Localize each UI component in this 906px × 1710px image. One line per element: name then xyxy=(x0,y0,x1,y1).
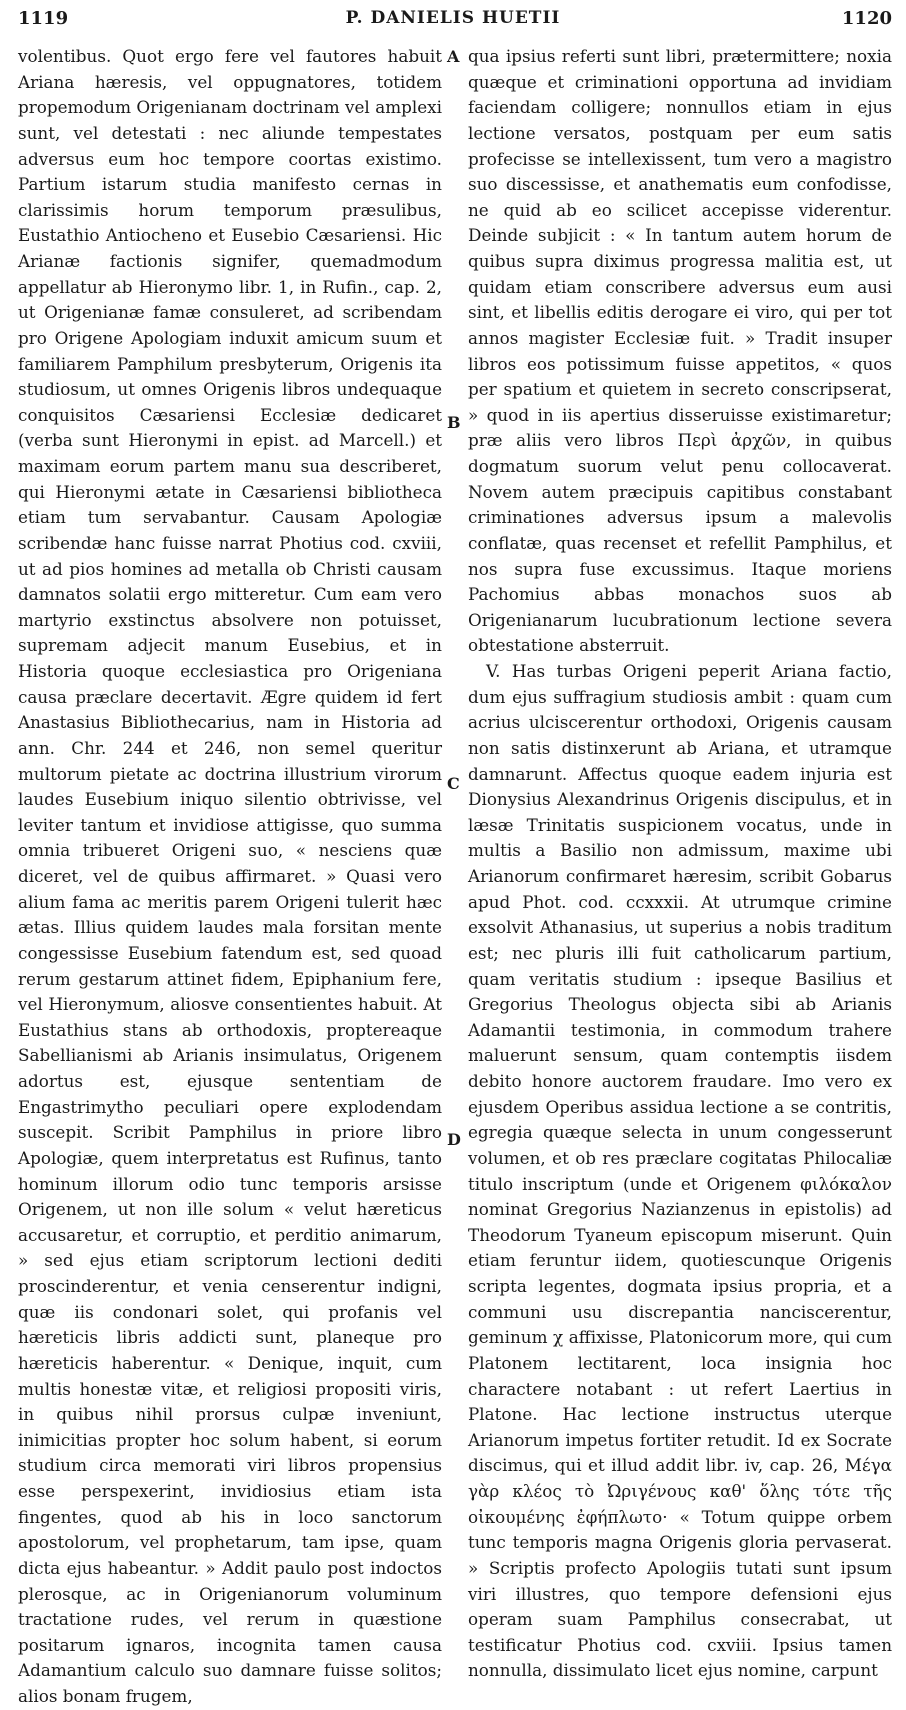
running-title: P. DANIELIS HUETII xyxy=(345,8,561,28)
margin-marker-a: A xyxy=(447,47,460,66)
left-paragraph-1: volentibus. Quot ergo fere vel fautores habuit Ariana hæresis, vel oppugnatores, totidem propemodum Origenianam doctrinam vel amplexi sunt, vel detestati : nec aliunde tempestates adversus eum hoc tempore coortas existimo. Partium istarum studia manifesto cernas in clarissimis horum temporum præsulibus, Eustathio Antiocheno et Eusebio Cæsariensi. Hic Arianæ factionis signifer, quemadmodum appellatur ab Hieronymo libr. 1, in Rufin., cap. 2, ut Origenianæ famæ consuleret, ad scribendam pro Origene Apologiam induxit amicum suum et familiarem Pamphilum presbyterum, Origenis ita studiosum, ut omnes Origenis libros undequaque conquisitos Cæsariensi Ecclesiæ dedicaret (verba sunt Hieronymi in epist. ad Marcell.) et maximam eorum partem manu sua describeret, qui Hieronymi ætate in Cæsariensi bibliotheca etiam tum servabantur. Causam Apologiæ scribendæ hanc fuisse narrat Photius cod. cxviii, ut ad pios homines ad metalla ob Christi causam damnatos solatii ergo mitteretur. Cum eam vero martyrio exstinctus absolvere non potuisset, supremam adjecit manum Eusebius, et in Historia quoque ecclesiastica pro Origeniana causa præclare decertavit. Ægre quidem id fert Anastasius Bibliothecarius, nam in Historia ad ann. Chr. 244 et 246, non semel queritur multorum pietate ac doctrina illustrium virorum laudes Eusebium iniquo silentio obtrivisse, vel leviter tantum et invidiose attigisse, quo summa omnia tribueret Origeni suo, « nesciens quæ diceret, vel de quibus affirmaret. » Quasi vero alium fama ac meritis parem Origeni tulerit hæc ætas. Illius quidem laudes mala forsitan mente congessisse Eusebium fatendum est, sed quoad rerum gestarum attinet fidem, Epiphanium fere, vel Hieronymum, aliosve consentientes habuit. At Eustathius stans ab orthodoxis, proptereaque Sabellianismi ab Arianis insimulatus, Origenem adortus est, ejusque sententiam de Engastrimytho peculiari opere explodendam suscepit. Scribit Pamphilus in priore libro Apologiæ, quem interpretatus est Rufinus, tanto hominum illorum odio tunc temporis arsisse Origenem, ut non ille solum « velut hæreticus accusaretur, et corruptio, et perditio animarum, » sed ejus etiam scriptorum lectioni dediti proscinderentur, et venia censerentur indigni, quæ iis condonari solet, qui profanis vel hæreticis libris addicti sunt, planeque pro hæreticis haberentur. « Denique, inquit, cum multis honestæ vitæ, et religiosi propositi viris, in quibus nihil prorsus culpæ inveniunt, inimicitias propter hoc solum habent, si eorum studium circa memorati viri libros propensius esse perspexerint, invidiosius etiam ista fingentes, quod ab his in loco sanctorum apostolorum, vel prophetarum, tam ipse, quam dicta ejus habeantur. » Addit paulo post indoctos plerosque, ac in Origenianorum voluminum tractatione rudes, vel rerum in quæstione positarum ignaros, incognita tamen causa Adamantium calculo suo damnare fuisse solitos; alios bonam frugem, xyxy=(18,46,442,1706)
left-column xyxy=(18,44,442,1710)
margin-marker-c: C xyxy=(447,774,460,793)
margin-marker-b: B xyxy=(447,413,461,432)
page-number-left: 1119 xyxy=(18,8,69,29)
right-column xyxy=(468,44,892,1684)
right-paragraph-1: qua ipsius referti sunt libri, prætermittere; noxia quæque et criminationi opportuna ad invidiam faciendam colligere; nonnullos etiam in ejus lectione versatos, postquam per eum satis profecisse se intellexissent, tum vero a magistro suo discessisse, et anathematis eum confodisse, ne quid ab eo scilicet accepisse viderentur. Deinde subjicit : « In tantum autem horum de quibus supra diximus progressa malitia est, ut quidam etiam conscribere adversus eum ausi sint, et libellis editis derogare ei viro, qui per tot annos magister Ecclesiæ fuit. » Tradit insuper libros eos potissimum fuisse appetitos, « quos per spatium et quietem in secreto conscripserat, » quod in iis apertius disseruisse existimaretur; præ aliis vero libros Περὶ ἀρχῶν, in quibus dogmatum suorum velut penu collocaverat. Novem autem præcipuis capitibus constabant criminationes adversus ipsum a malevolis conflatæ, quas recenset et refellit Pamphilus, et nos supra fuse excussimus. Itaque moriens Pachomius abbas monachos suos ab Origenianarum lucubrationum lectione severa obtestatione absterruit. xyxy=(468,46,892,656)
page-header xyxy=(0,8,906,36)
page-number-right: 1120 xyxy=(841,8,892,29)
margin-marker-d: D xyxy=(447,1130,461,1149)
right-paragraph-2: V. Has turbas Origeni peperit Ariana factio, dum ejus suffragium studiosis ambit : quam cum acrius ulciscerentur orthodoxi, Origenis causam non satis distinxerunt ab Ariana, et utramque damnarunt. Affectus quoque eadem injuria est Dionysius Alexandrinus Origenis discipulus, et in læsæ Trinitatis suspicionem vocatus, unde in multis a Basilio non admissum, maxime ubi Arianorum confirmaret hæresim, scribit Gobarus apud Phot. cod. ccxxxii. At utrumque crimine exsolvit Athanasius, ut superius a nobis traditum est; nec pluris illi fuit catholicarum partium, quam veritatis studium : ipseque Basilius et Gregorius Theologus objecta sibi ab Arianis Adamantii testimonia, in commodum trahere maluerunt sensum, quam contemptis iisdem debito honore auctorem fraudare. Imo vero ex ejusdem Operibus assidua lectione a se contritis, egregia quæque selecta in unum congesserunt volumen, et ob res præclare cogitatas Philocaliæ titulo inscriptum (unde et Origenem φιλόκαλον nominat Gregorius Nazianzenus in epistolis) ad Theodorum Tyaneum episcopum miserunt. Quin etiam feruntur iidem, quotiescunque Origenis scripta legentes, dogmata ipsius propria, et a communi usu discrepantia nanciscerentur, geminum χ affixisse, Platonicorum more, qui cum Platonem lectitarent, loca insignia hoc charactere notabant : ut refert Laertius in Platone. Hac lectione instructus uterque Arianorum impetus fortiter retudit. Id ex Socrate discimus, qui et illud addit libr. iv, cap. 26, Μέγα γὰρ κλέος τὸ Ὠριγένους καθ' ὅλης τότε τῆς οἰκουμένης ἐφήπλωτο· « Totum quippe orbem tunc temporis magna Origenis gloria pervaserat. » Scriptis profecto Apologiis tutati sunt ipsum viri illustres, quo tempore defensioni ejus operam suam Pamphilus consecrabat, ut testificatur Photius cod. cxviii. Ipsius tamen nonnulla, dissimulato licet ejus nomine, carpunt xyxy=(468,661,892,1681)
